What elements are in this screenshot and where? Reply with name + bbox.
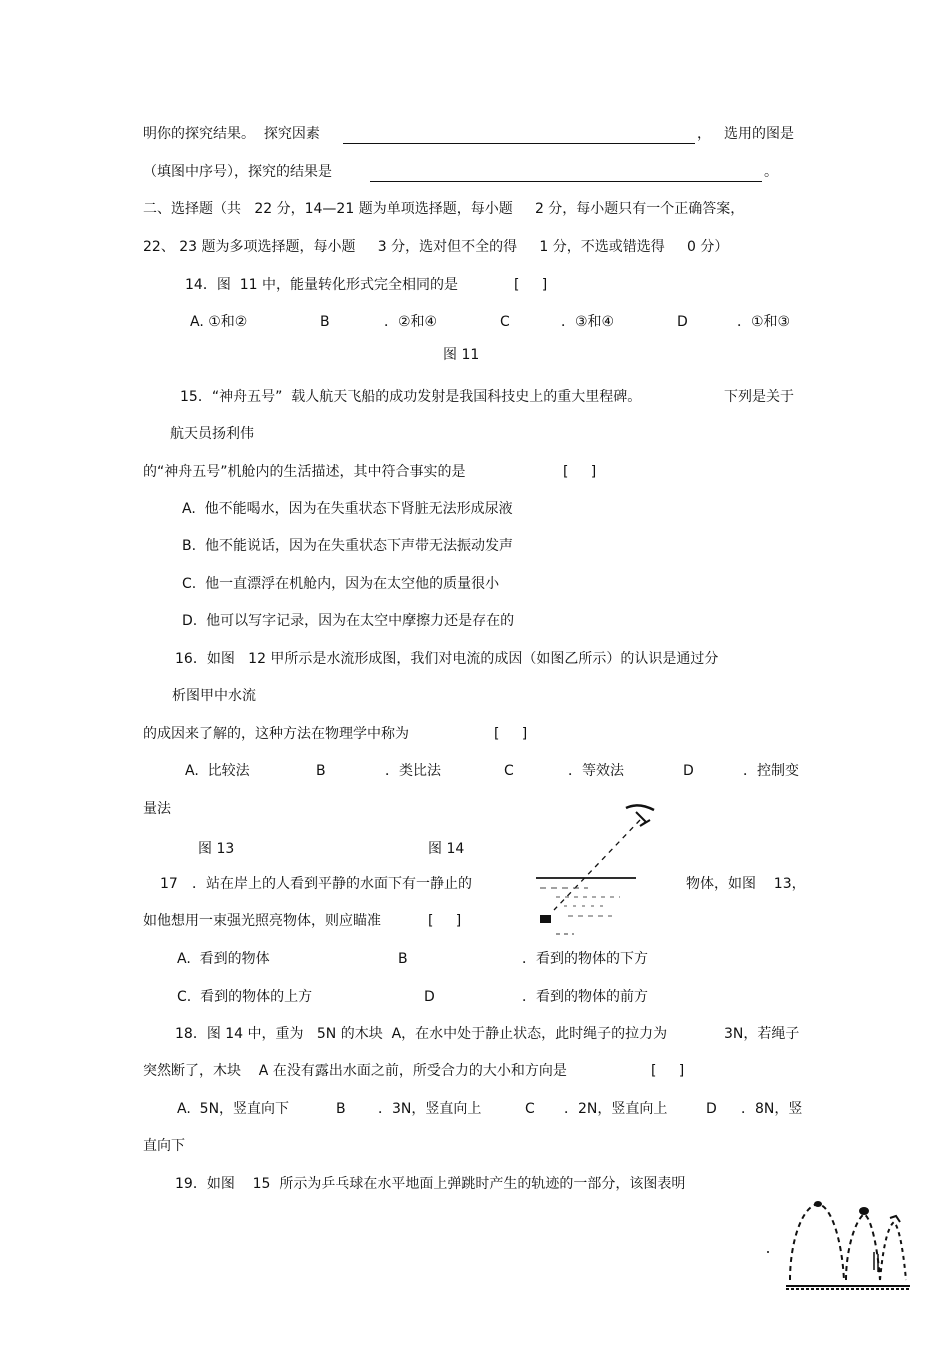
q14-option-c-letter[interactable]: C	[500, 314, 510, 330]
answer-blank-result[interactable]	[370, 181, 762, 182]
q18-option-b-letter[interactable]: B	[336, 1101, 346, 1117]
q15-stem-line1b: 下列是关于	[724, 389, 794, 405]
q17-number: 17	[160, 876, 178, 892]
figure-13-image	[528, 798, 668, 944]
q19-stem: 19．如图 15 所示为乒乓球在水平地面上弹跳时产生的轨迹的一部分，该图表明	[175, 1176, 686, 1192]
q15-stem-line2: 航天员扬利伟	[170, 426, 254, 442]
q18-option-d-letter[interactable]: D	[706, 1101, 717, 1117]
q17-option-c[interactable]: C. 看到的物体的上方	[177, 989, 313, 1005]
section-heading-line2: 22、 23 题为多项选择题，每小题 3 分，选对但不全的得 1 分，不选或错选得 0 分）	[143, 239, 729, 255]
q18-option-d-tail: 直向下	[143, 1138, 185, 1154]
q15-stem-line3: 的“神舟五号”机舱内的生活描述，其中符合事实的是	[143, 464, 466, 480]
q16-option-c-letter[interactable]: C	[504, 763, 514, 779]
q16-stem-line3: 的成因来了解的，这种方法在物理学中称为	[143, 726, 409, 742]
q18-option-c[interactable]: ．2N，竖直向上	[564, 1101, 668, 1117]
q16-option-d-tail: 量法	[143, 801, 171, 817]
section-heading-line1: 二、选择题（共 22 分，14—21 题为单项选择题，每小题 2 分，每小题只有一个正确答案，	[143, 201, 745, 217]
q14-option-c[interactable]: ．③和④	[561, 314, 615, 330]
q18-option-b[interactable]: ．3N，竖直向上	[378, 1101, 482, 1117]
figure-11-caption: 图 11	[443, 347, 480, 363]
q16-stem-line1: 16．如图 12 甲所示是水流形成图，我们对电流的成因（如图乙所示）的认识是通过分	[175, 651, 719, 667]
q16-option-d[interactable]: ．控制变	[743, 763, 799, 779]
q16-option-b-letter[interactable]: B	[316, 763, 326, 779]
figure-14-caption: 图 14	[428, 841, 465, 857]
q18-bracket[interactable]: [ ]	[651, 1063, 685, 1079]
q18-option-c-letter[interactable]: C	[525, 1101, 535, 1117]
intro-text: 明你的探究结果。 探究因素	[143, 126, 320, 142]
q18-stem-line1: 18．图 14 中，重为 5N 的木块 A，在水中处于静止状态，此时绳子的拉力为	[175, 1026, 668, 1042]
q14-option-a[interactable]: A. ①和②	[190, 314, 248, 330]
figure-13-caption: 图 13	[198, 841, 235, 857]
q14-option-b-letter[interactable]: B	[320, 314, 330, 330]
result-text: （填图中序号），探究的结果是	[143, 164, 332, 180]
q15-option-b[interactable]: B. 他不能说话，因为在失重状态下声带无法振动发声	[182, 538, 513, 554]
q15-stem-line1: 15．“神舟五号” 载人航天飞船的成功发射是我国科技史上的重大里程碑。	[180, 389, 642, 405]
q16-option-d-letter[interactable]: D	[683, 763, 694, 779]
q17-option-b[interactable]: ．看到的物体的下方	[522, 951, 648, 967]
q17-stem-line2: 如他想用一束强光照亮物体，则应瞄准	[143, 913, 381, 929]
q14-stem: 14．图 11 中，能量转化形式完全相同的是	[185, 277, 458, 293]
comma-text: ，	[697, 126, 711, 142]
q14-bracket[interactable]: [ ]	[514, 277, 548, 293]
q15-option-c[interactable]: C. 他一直漂浮在机舱内，因为在太空他的质量很小	[182, 576, 500, 592]
q17-option-b-letter[interactable]: B	[398, 951, 408, 967]
q16-stem-line2: 析图甲中水流	[172, 688, 256, 704]
q14-option-d[interactable]: ．①和③	[737, 314, 791, 330]
q16-option-c[interactable]: ．等效法	[568, 763, 624, 779]
q15-bracket[interactable]: [ ]	[563, 464, 597, 480]
q18-option-d[interactable]: ．8N，竖	[741, 1101, 803, 1117]
q17-option-d-letter[interactable]: D	[424, 989, 435, 1005]
period-text: 。	[764, 164, 778, 180]
q16-option-b[interactable]: ．类比法	[385, 763, 441, 779]
q17-stem-line1b: 物体，如图 13，	[686, 876, 806, 892]
q15-option-d[interactable]: D. 他可以写字记录，因为在太空中摩擦力还是存在的	[182, 613, 515, 629]
answer-blank-factor[interactable]	[343, 143, 695, 144]
q14-option-d-letter[interactable]: D	[677, 314, 688, 330]
q18-stem-line1b: 3N，若绳子	[724, 1026, 800, 1042]
q14-option-b[interactable]: ．②和④	[384, 314, 438, 330]
q17-option-a[interactable]: A. 看到的物体	[177, 951, 270, 967]
q15-option-a[interactable]: A. 他不能喝水，因为在失重状态下肾脏无法形成尿液	[182, 501, 513, 517]
q16-option-a[interactable]: A. 比较法	[185, 763, 250, 779]
q18-option-a[interactable]: A. 5N，竖直向下	[177, 1101, 290, 1117]
figure-choice-text: 选用的图是	[724, 126, 794, 142]
q17-stem-line1: ．站在岸上的人看到平静的水面下有一静止的	[192, 876, 472, 892]
q17-option-d[interactable]: ．看到的物体的前方	[522, 989, 648, 1005]
figure-15-image	[762, 1192, 912, 1292]
q16-bracket[interactable]: [ ]	[494, 726, 528, 742]
q17-bracket[interactable]: [ ]	[428, 913, 462, 929]
q18-stem-line2: 突然断了，木块 A 在没有露出水面之前，所受合力的大小和方向是	[143, 1063, 567, 1079]
